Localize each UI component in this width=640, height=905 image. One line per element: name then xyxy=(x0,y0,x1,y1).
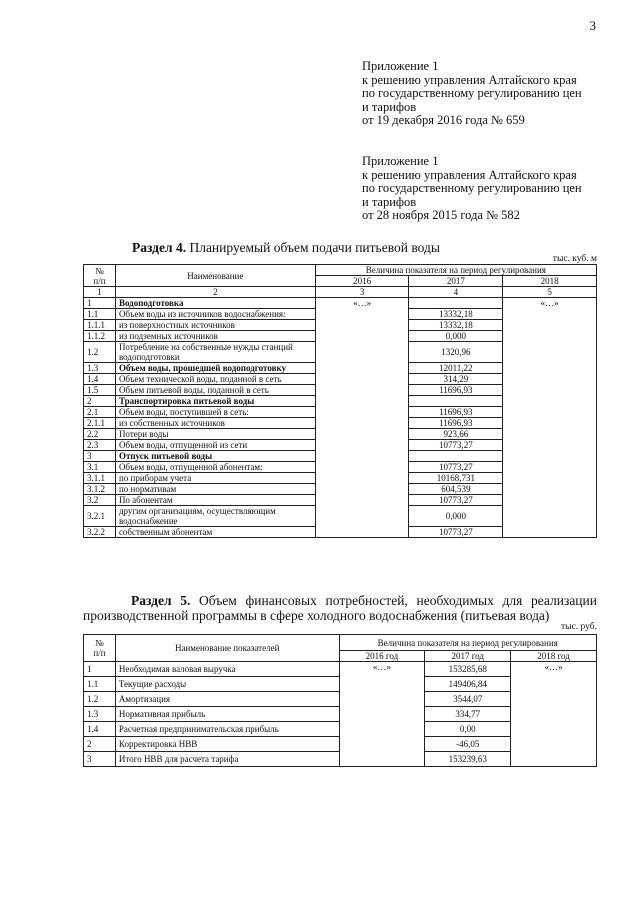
row-name: другим организациям, осуществляющим водоснабжение xyxy=(115,506,315,527)
row-number: 3.2.2 xyxy=(84,527,116,538)
row-name: Объем технической воды, поданной в сеть xyxy=(115,374,315,385)
row-number: 3.2 xyxy=(84,495,116,506)
row-name: Объем питьевой воды, поданной в сеть xyxy=(115,385,315,396)
colnum: 3 xyxy=(315,287,409,298)
row-name: Потребление на собственные нужды станций водоподготовки xyxy=(115,342,315,363)
row-number: 3.1.1 xyxy=(84,473,116,484)
row-name: По абонентам xyxy=(115,495,315,506)
page-number: 3 xyxy=(589,18,596,33)
header-name: Наименование xyxy=(115,265,315,287)
row-name: Объем воды, отпущенной абонентам: xyxy=(115,462,315,473)
header-period: Величина показателя на период регулирования xyxy=(339,635,597,651)
value-2017: 12011,22 xyxy=(409,363,503,374)
row-number: 1.1 xyxy=(84,677,116,692)
row-number: 3.1.2 xyxy=(84,484,116,495)
header-period: Величина показателя на период регулирования xyxy=(315,265,596,276)
annex-line: по государственному регулированию цен xyxy=(362,181,582,195)
value-2017: 0,00 xyxy=(425,722,511,737)
value-2017: 11696,93 xyxy=(409,407,503,418)
row-number: 1.4 xyxy=(84,722,116,737)
value-2017: 10773,27 xyxy=(409,462,503,473)
annex-line: и тарифов xyxy=(362,194,417,209)
row-number: 2.1 xyxy=(84,407,116,418)
planned-water-volume-table xyxy=(83,264,597,538)
value-2017 xyxy=(409,298,503,309)
row-number: 1.4 xyxy=(84,374,116,385)
header-year-1: 2016 год xyxy=(339,651,425,662)
row-number: 2.2 xyxy=(84,429,116,440)
value-2017: 604,539 xyxy=(409,484,503,495)
row-name: по приборам учета xyxy=(115,473,315,484)
annex-line: от 28 ноября 2015 года № 582 xyxy=(362,208,520,222)
value-2017: 10168,731 xyxy=(409,473,503,484)
annex-line: Приложение 1 xyxy=(362,154,439,168)
row-name: Текущие расходы xyxy=(115,677,339,692)
row-number: 2 xyxy=(84,737,116,752)
value-2017: 11696,93 xyxy=(409,418,503,429)
row-number: 1.3 xyxy=(84,707,116,722)
row-name: Транспортировка питьевой воды xyxy=(115,396,315,407)
row-number: 1.1.2 xyxy=(84,331,116,342)
section-4-title: Раздел 4. Планируемый объем подачи питьевой воды xyxy=(132,240,440,255)
annex-line: Приложение 1 xyxy=(362,59,439,73)
row-name: Нормативная прибыль xyxy=(115,707,339,722)
colnum: 4 xyxy=(409,287,503,298)
value-2017: 10773,27 xyxy=(409,527,503,538)
header-year-3: 2018 xyxy=(503,276,597,287)
row-name: Объем воды, отпущенной из сети xyxy=(115,440,315,451)
row-name: Отпуск питьевой воды xyxy=(115,451,315,462)
value-2017: 3544,07 xyxy=(425,692,511,707)
colnum: 5 xyxy=(503,287,597,298)
value-2017: 13332,18 xyxy=(409,309,503,320)
row-name: Объем воды, поступившей в сеть: xyxy=(115,407,315,418)
value-2018-merged: «…» xyxy=(511,662,597,767)
annex-line: по государственному регулированию цен xyxy=(362,86,582,100)
annex-line: к решению управления Алтайского края xyxy=(362,167,577,182)
value-2017: 314,29 xyxy=(409,374,503,385)
value-2016-merged: «…» xyxy=(315,298,409,538)
value-2017 xyxy=(409,451,503,462)
row-name: Водоподготовка xyxy=(115,298,315,309)
header-name: Наименование показателей xyxy=(115,635,339,662)
row-name: Расчетная предпринимательская прибыль xyxy=(115,722,339,737)
row-name: Потери воды xyxy=(115,429,315,440)
row-name: из собственных источников xyxy=(115,418,315,429)
row-number: 3 xyxy=(84,451,116,462)
value-2017: 0,000 xyxy=(409,331,503,342)
section-5-unit: тыс. руб. xyxy=(561,622,597,632)
annex-block-1 xyxy=(362,60,582,128)
colnum: 2 xyxy=(115,287,315,298)
annex-line: к решению управления Алтайского края xyxy=(362,72,577,87)
value-2017: 10773,27 xyxy=(409,440,503,451)
header-year-2: 2017 xyxy=(409,276,503,287)
section-5-title: Раздел 5. Объем финансовых потребностей, необходимых для реализации производственной программы в сфере холодного водоснабжения (питьевая вода) xyxy=(83,593,597,623)
value-2017: 0,000 xyxy=(409,506,503,527)
value-2017: 153285,68 xyxy=(425,662,511,677)
row-name: собственным абонентам xyxy=(115,527,315,538)
row-name: Объем воды, прошедшей водоподготовку xyxy=(115,363,315,374)
value-2017: 923,66 xyxy=(409,429,503,440)
value-2017 xyxy=(409,396,503,407)
row-number: 2.3 xyxy=(84,440,116,451)
row-name: Корректировка НВВ xyxy=(115,737,339,752)
header-no: № п/п xyxy=(84,635,116,662)
header-year-3: 2018 год xyxy=(511,651,597,662)
row-number: 1.5 xyxy=(84,385,116,396)
header-year-1: 2016 xyxy=(315,276,409,287)
row-name: Амортизация xyxy=(115,692,339,707)
row-number: 1.2 xyxy=(84,692,116,707)
annex-block-2 xyxy=(362,155,582,223)
value-2017: 153239,63 xyxy=(425,752,511,767)
row-name: Объем воды из источников водоснабжения: xyxy=(115,309,315,320)
row-number: 3 xyxy=(84,752,116,767)
row-number: 3.1 xyxy=(84,462,116,473)
value-2017: 1320,96 xyxy=(409,342,503,363)
table-row xyxy=(84,298,597,309)
value-2017: 10773,27 xyxy=(409,495,503,506)
row-number: 3.2.1 xyxy=(84,506,116,527)
row-number: 1 xyxy=(84,662,116,677)
row-name: из поверхностных источников xyxy=(115,320,315,331)
row-number: 1.1 xyxy=(84,309,116,320)
value-2017: 334,77 xyxy=(425,707,511,722)
value-2017: 11696,93 xyxy=(409,385,503,396)
value-2017: 149406,84 xyxy=(425,677,511,692)
row-name: из подземных источников xyxy=(115,331,315,342)
row-name: Итого НВВ для расчета тарифа xyxy=(115,752,339,767)
annex-line: и тарифов xyxy=(362,99,417,114)
table-row xyxy=(84,662,597,677)
row-name: Необходимая валовая выручка xyxy=(115,662,339,677)
value-2017: -46,05 xyxy=(425,737,511,752)
value-2017: 13332,18 xyxy=(409,320,503,331)
value-2018-merged: «…» xyxy=(503,298,597,538)
row-number: 2.1.1 xyxy=(84,418,116,429)
header-no: № п/п xyxy=(84,265,116,287)
annex-line: от 19 декабря 2016 года № 659 xyxy=(362,113,525,127)
section-4-unit: тыс. куб. м xyxy=(552,254,597,264)
row-number: 1.2 xyxy=(84,342,116,363)
value-2016-merged: «…» xyxy=(339,662,425,767)
row-number: 2 xyxy=(84,396,116,407)
row-name: по нормативам xyxy=(115,484,315,495)
row-number: 1.3 xyxy=(84,363,116,374)
financial-needs-table xyxy=(83,634,597,767)
header-year-2: 2017 год xyxy=(425,651,511,662)
row-number: 1 xyxy=(84,298,116,309)
row-number: 1.1.1 xyxy=(84,320,116,331)
colnum: 1 xyxy=(84,287,116,298)
